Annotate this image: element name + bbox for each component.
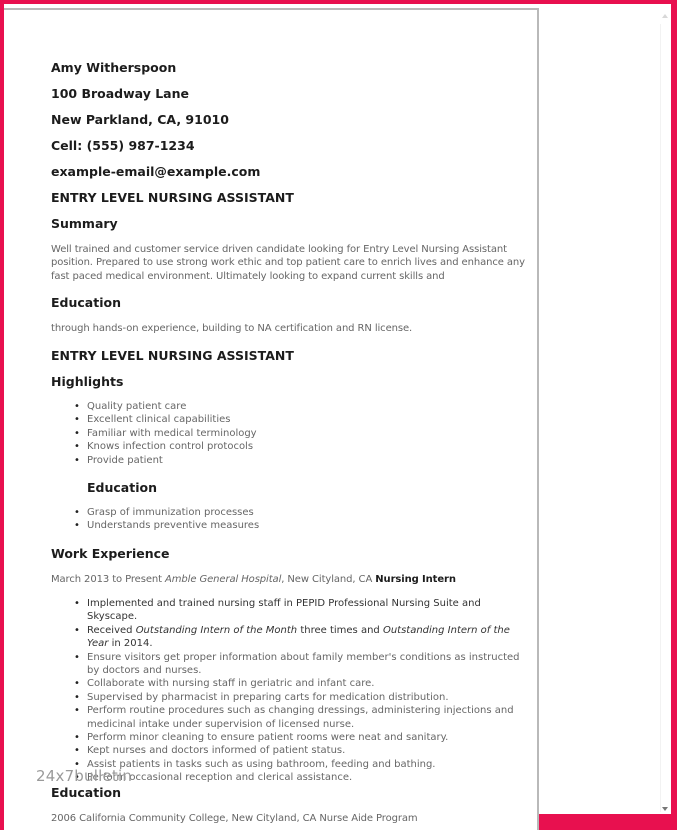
resume-page (4, 8, 539, 830)
award-name: Outstanding Intern of the Month (135, 624, 298, 636)
job-position: Nursing Intern (375, 574, 456, 585)
list-item: • Supervised by pharmacist in preparing carts for medication distribution. (87, 691, 527, 704)
resume-title: ENTRY LEVEL NURSING ASSISTANT (51, 190, 294, 205)
highlights-education-list (51, 506, 527, 533)
highlights-heading: Highlights (51, 374, 124, 389)
scroll-track[interactable] (660, 24, 669, 812)
watermark: 24x7bulletin (36, 767, 133, 785)
work-bullets (51, 597, 527, 785)
contact-email: example-email@example.com (51, 164, 261, 179)
list-item: • Understands preventive measures (87, 519, 527, 532)
scroll-down-arrow-icon[interactable] (662, 807, 668, 811)
contact-street: 100 Broadway Lane (51, 86, 189, 101)
list-item: • Knows infection control protocols (87, 440, 527, 453)
job-dates: March 2013 to Present (51, 574, 162, 585)
job-line (51, 573, 526, 586)
list-item: • Assist patients in tasks such as using bathroom, feeding and bathing. (87, 758, 527, 771)
education-text: through hands-on experience, building to NA certification and RN license. (51, 323, 413, 334)
contact-cell: Cell: (555) 987-1234 (51, 138, 195, 153)
list-item: • Quality patient care (87, 400, 527, 413)
summary-heading: Summary (51, 216, 118, 231)
summary-text: Well trained and customer service driven candidate looking for Entry Level Nursing Assistant position. Prepared to use strong work ethic and top patient care to enrich lives and enhance any fast paced medical environment. Ultimately looking to expand current skills and (51, 244, 525, 282)
list-item: • Perform occasional reception and clerical assistance. (87, 771, 527, 784)
scroll-up-arrow-icon[interactable] (662, 14, 668, 18)
list-item: • Familiar with medical terminology (87, 427, 527, 440)
list-item: • Implemented and trained nursing staff in PEPID Professional Nursing Suite and Skyscape. (87, 597, 527, 624)
list-item: • Perform minor cleaning to ensure patient rooms were neat and sanitary. (87, 731, 527, 744)
list-item: • Ensure visitors get proper information about family member's conditions as instructed by doctors and nurses. (87, 651, 527, 678)
list-item (87, 624, 527, 651)
education-text-2: 2006 California Community College, New Cityland, CA Nurse Aide Program (51, 813, 418, 824)
contact-name: Amy Witherspoon (51, 60, 177, 75)
text: three times and (297, 624, 383, 636)
list-item: • Provide patient (87, 454, 527, 467)
work-heading: Work Experience (51, 546, 170, 561)
highlights-list (51, 400, 527, 467)
highlights-education-heading: Education (87, 480, 157, 495)
contact-city: New Parkland, CA, 91010 (51, 112, 229, 127)
education-heading-2: Education (51, 785, 121, 800)
award-name: Outstanding Intern of the Year (87, 624, 510, 650)
job-employer: Amble General Hospital (165, 574, 282, 585)
list-item: • Kept nurses and doctors informed of patient status. (87, 744, 527, 757)
text: Received (87, 624, 136, 636)
resume-title-2: ENTRY LEVEL NURSING ASSISTANT (51, 348, 294, 363)
list-item: • Collaborate with nursing staff in geriatric and infant care. (87, 677, 527, 690)
job-location: , New Cityland, CA (281, 574, 373, 585)
education-heading: Education (51, 295, 121, 310)
document-viewport (4, 4, 671, 824)
text: in 2014. (108, 638, 153, 650)
list-item: • Excellent clinical capabilities (87, 413, 527, 426)
list-item: • Perform routine procedures such as changing dressings, administering injections and medicinal intake under supervision of licensed nurse. (87, 704, 527, 731)
vertical-scrollbar[interactable] (659, 8, 671, 814)
list-item: • Grasp of immunization processes (87, 506, 527, 519)
